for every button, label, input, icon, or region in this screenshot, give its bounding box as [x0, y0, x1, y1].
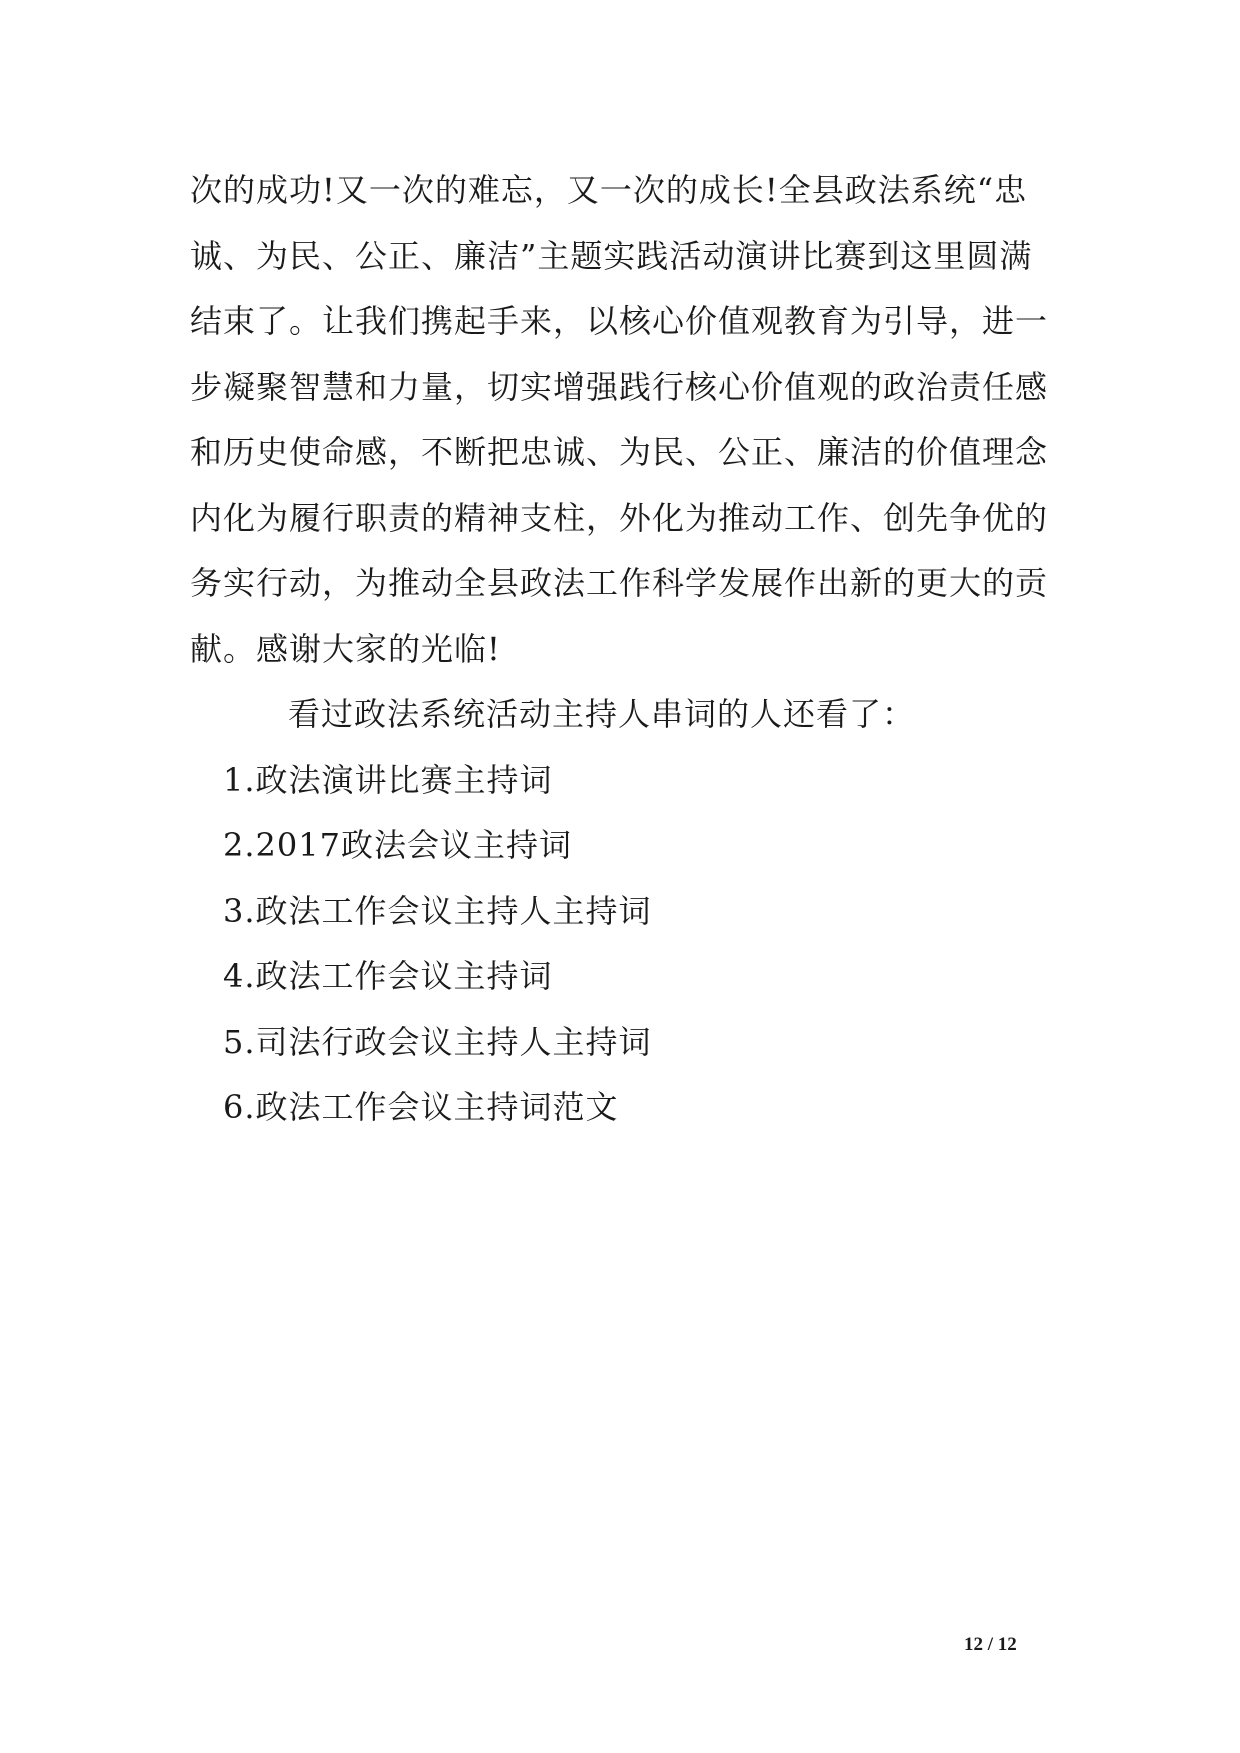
- paragraph-line: 次的成功!又一次的难忘，又一次的成长!全县政法系统“忠: [190, 171, 1028, 209]
- page-number: 12 / 12: [964, 1634, 1017, 1655]
- closing-paragraph: [190, 158, 1070, 682]
- related-link[interactable]: 1.政法演讲比赛主持词: [223, 760, 553, 799]
- related-link[interactable]: 2.2017政法会议主持词: [223, 826, 572, 864]
- paragraph-line: 务实行动，为推动全县政法工作科学发展作出新的更大的贡: [190, 564, 1049, 602]
- paragraph-line: 和历史使命感，不断把忠诚、为民、公正、廉洁的价值理念: [190, 433, 1049, 471]
- paragraph-line: 诚、为民、公正、廉洁”主题实践活动演讲比赛到这里圆满: [190, 236, 1033, 275]
- body-text: [190, 158, 1070, 1141]
- paragraph-line: 献。感谢大家的光临!: [190, 629, 501, 668]
- related-link[interactable]: 4.政法工作会议主持词: [223, 957, 553, 995]
- related-link[interactable]: 5.司法行政会议主持人主持词: [223, 1022, 652, 1061]
- related-intro: 看过政法系统活动主持人串词的人还看了：: [288, 695, 916, 733]
- paragraph-line: 结束了。让我们携起手来，以核心价值观教育为引导，进一: [190, 302, 1049, 340]
- related-link[interactable]: 3.政法工作会议主持人主持词: [223, 891, 652, 930]
- paragraph-line: 内化为履行职责的精神支柱，外化为推动工作、创先争优的: [190, 498, 1049, 537]
- paragraph-line: 步凝聚智慧和力量，切实增强践行核心价值观的政治责任感: [190, 367, 1049, 406]
- related-list: [190, 748, 1070, 1141]
- related-link[interactable]: 6.政法工作会议主持词范文: [223, 1088, 619, 1126]
